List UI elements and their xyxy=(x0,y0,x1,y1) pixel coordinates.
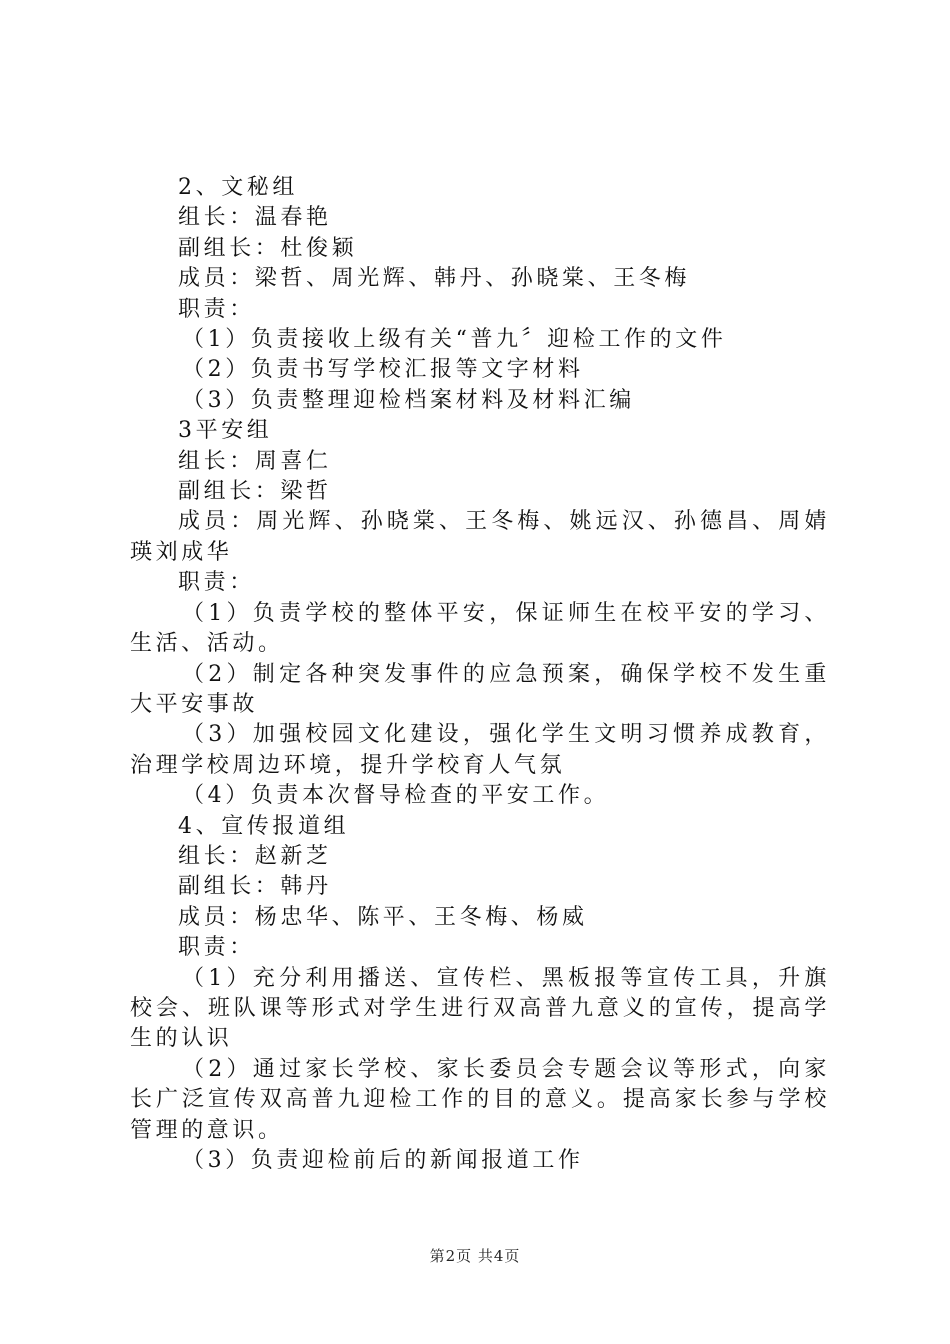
paragraph: 副组长：杜俊颖 xyxy=(178,235,358,261)
paragraph: 组长：温春艳 xyxy=(178,205,332,231)
paragraph: （3）负责迎检前后的新闻报道工作 xyxy=(182,1148,584,1173)
paragraph: （2）负责书写学校汇报等文字材料 xyxy=(182,357,584,383)
paragraph: 2、文秘组 xyxy=(178,175,298,200)
paragraph: 3平安组 xyxy=(178,418,273,444)
paragraph: 成员：梁哲、周光辉、韩丹、孙晓棠、王冬梅 xyxy=(178,266,691,292)
paragraph: （3）负责整理迎检档案材料及材料汇编 xyxy=(182,387,635,413)
paragraph: （1）充分利用播送、宣传栏、黑板报等宣传工具，升旗校会、班队课等形式对学生进行双高普九意义的宣传，提高学生的认识 xyxy=(130,965,830,1052)
paragraph: （2）制定各种突发事件的应急预案，确保学校不发生重大平安事故 xyxy=(130,661,830,717)
paragraph: （1）负责学校的整体平安，保证师生在校平安的学习、生活、活动。 xyxy=(130,600,830,657)
paragraph: （3）加强校园文化建设，强化学生文明习惯养成教育，治理学校周边环境，提升学校育人气氛 xyxy=(130,722,830,778)
paragraph: 副组长：梁哲 xyxy=(178,479,332,505)
paragraph: （1）负责接收上级有关“普九〞迎检工作的文件 xyxy=(182,327,727,353)
paragraph: 4、宣传报道组 xyxy=(178,813,350,839)
paragraph: （2）通过家长学校、家长委员会专题会议等形式，向家长广泛宣传双高普九迎检工作的目的意义。提高家长参与学校管理的意识。 xyxy=(130,1056,830,1143)
paragraph: 职责： xyxy=(178,935,255,961)
page-footer: 第2页 共4页 xyxy=(429,1247,521,1265)
paragraph: 成员：周光辉、孙晓棠、王冬梅、姚远汉、孙德昌、周婧瑛刘成华 xyxy=(130,509,830,565)
document-body xyxy=(130,173,830,1176)
paragraph: 组长：赵新芝 xyxy=(178,843,332,869)
paragraph: 职责： xyxy=(178,570,255,596)
paragraph: 职责： xyxy=(178,296,255,322)
paragraph: 副组长：韩丹 xyxy=(178,874,332,900)
paragraph: （4）负责本次督导检查的平安工作。 xyxy=(182,783,610,809)
paragraph: 组长：周喜仁 xyxy=(178,448,332,474)
paragraph: 成员：杨忠华、陈平、王冬梅、杨威 xyxy=(178,904,588,930)
